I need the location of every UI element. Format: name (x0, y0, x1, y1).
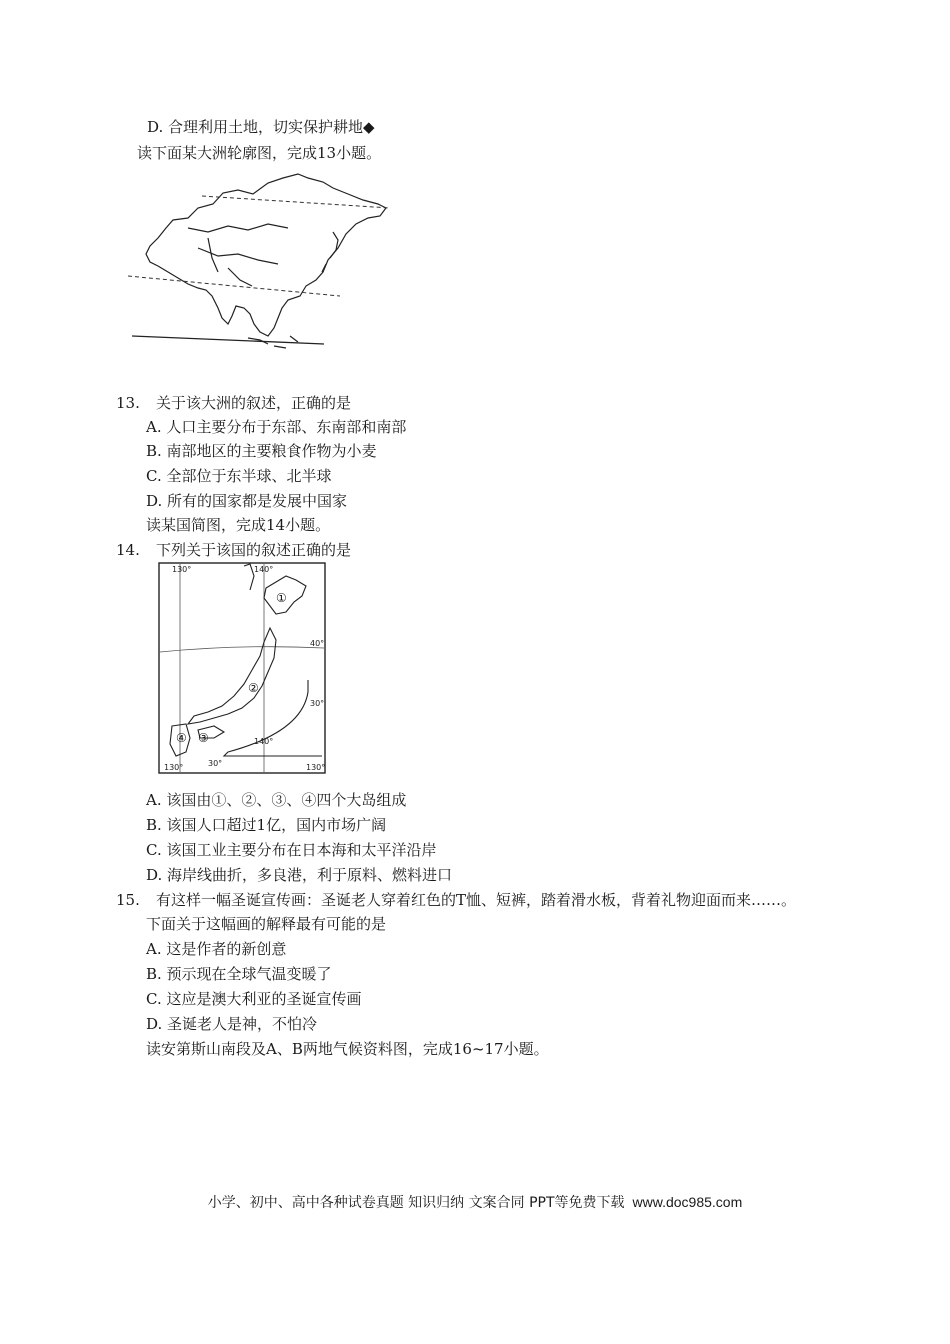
label-130-top: 130° (172, 565, 192, 574)
label-140-top: 140° (254, 565, 274, 574)
q13-number: 13. (116, 394, 140, 412)
asia-coastline (146, 174, 386, 336)
q15-option-b: B. 预示现在全球气温变暖了 (146, 965, 332, 983)
q13-stem: 关于该大洲的叙述，正确的是 (156, 394, 352, 412)
q13-option-c: C. 全部位于东半球、北半球 (146, 467, 332, 485)
q15-number: 15. (116, 891, 140, 909)
q14-number: 14. (116, 541, 140, 559)
q14-option-b: B. 该国人口超过1亿，国内市场广阔 (146, 816, 387, 834)
island-3-label: ③ (198, 731, 209, 745)
label-130-bottom: 130° (164, 763, 184, 772)
page-footer (0, 1192, 950, 1212)
q14-option-a: A. 该国由①、②、③、④四个大岛组成 (146, 791, 407, 809)
q15-option-c: C. 这应是澳大利亚的圣诞宣传画 (146, 990, 362, 1008)
island-4-label: ④ (176, 731, 187, 745)
asia-inner-borders (188, 224, 288, 286)
intro-q16-17: 读安第斯山南段及A、B两地气候资料图，完成16~17小题。 (146, 1040, 549, 1058)
label-130-bottom-right: 130° (306, 763, 326, 772)
q14-option-c: C. 该国工业主要分布在日本海和太平洋沿岸 (146, 841, 437, 859)
q15-option-d: D. 圣诞老人是神，不怕冷 (146, 1015, 318, 1033)
asia-outline-map (128, 168, 390, 366)
footer-url[interactable]: www.doc985.com (632, 1194, 743, 1210)
label-30-bottom: 30° (208, 759, 223, 768)
label-40: 40° (310, 639, 325, 648)
q13-option-d: D. 所有的国家都是发展中国家 (146, 492, 348, 510)
q14-option-d: D. 海岸线曲折，多良港，利于原料、燃料进口 (146, 866, 453, 884)
japan-map (158, 562, 326, 774)
q12-option-d: D. 合理利用土地，切实保护耕地◆ (147, 118, 375, 136)
footer-text: 小学、初中、高中各种试卷真题 知识归纳 文案合同 PPT等免费下载 (207, 1195, 625, 1211)
japan-islands (322, 232, 338, 272)
q14-stem: 下列关于该国的叙述正确的是 (156, 541, 352, 559)
q15-stem: 有这样一幅圣诞宣传画：圣诞老人穿着红色的T恤、短裤，踏着滑水板，背着礼物迎面而来……。 (156, 891, 797, 909)
q15-stem-continued: 下面关于这幅画的解释最有可能的是 (146, 915, 387, 933)
label-140-mid: 140° (254, 737, 274, 746)
intro-q13: 读下面某大洲轮廓图，完成13小题。 (137, 144, 382, 162)
label-30: 30° (310, 699, 325, 708)
tropic-of-cancer-line (128, 276, 340, 296)
island-1-label: ① (276, 591, 287, 605)
island-2-label: ② (248, 681, 259, 695)
intro-q14: 读某国简图，完成14小题。 (146, 516, 331, 534)
q13-option-b: B. 南部地区的主要粮食作物为小麦 (146, 442, 377, 460)
arctic-circle-line (202, 196, 390, 208)
q13-option-a: A. 人口主要分布于东部、东南部和南部 (146, 418, 407, 436)
q15-option-a: A. 这是作者的新创意 (146, 940, 287, 958)
